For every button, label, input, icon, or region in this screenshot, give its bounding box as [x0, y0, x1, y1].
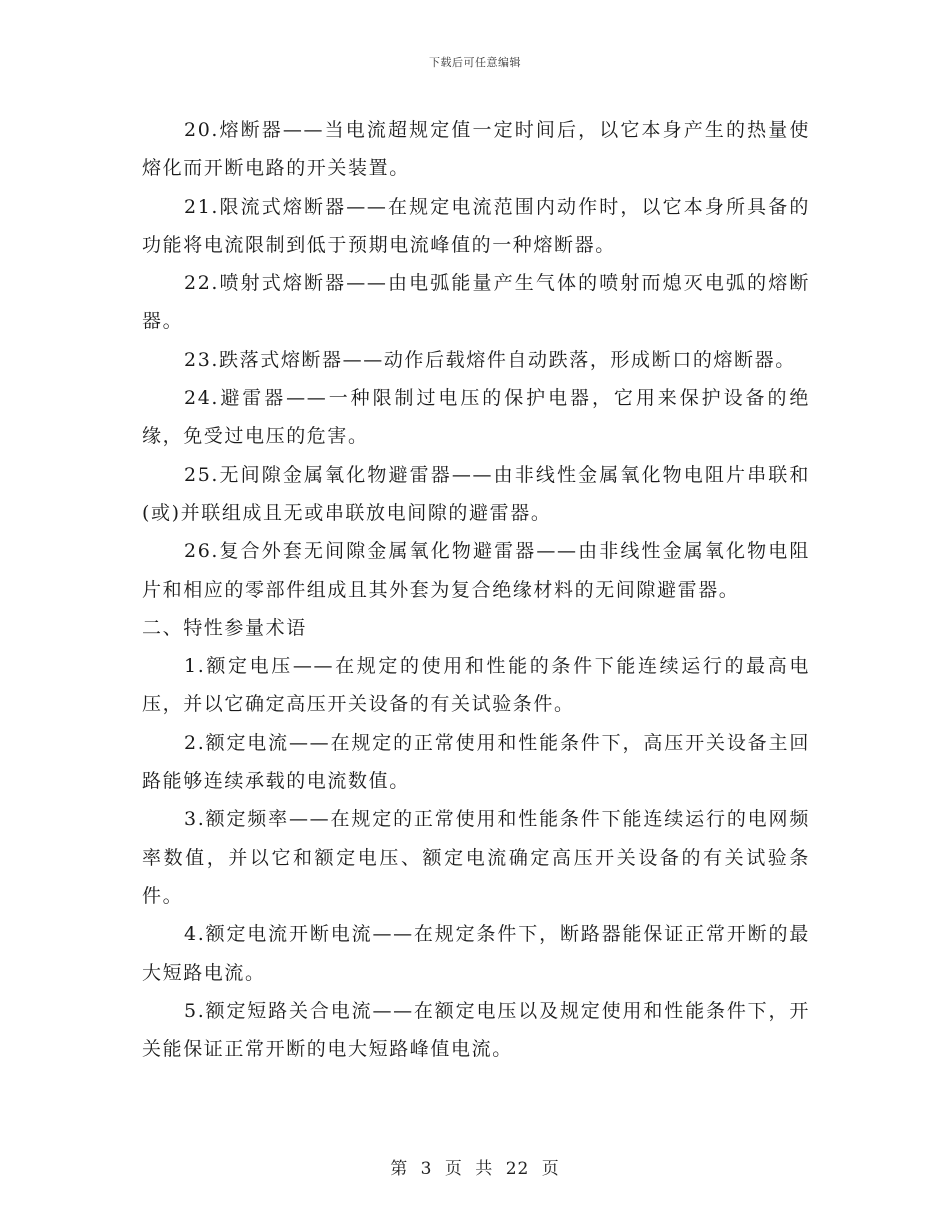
paragraph-fuse: 20.熔断器——当电流超规定值一定时间后，以它本身产生的热量使熔化而开断电路的开关装置。	[142, 119, 810, 180]
paragraph-expulsion-fuse: 22.喷射式熔断器——由电弧能量产生气体的喷射而熄灭电弧的熔断器。	[142, 272, 810, 333]
page-header: 下载后可任意编辑	[429, 56, 521, 69]
document-body	[142, 111, 810, 1068]
paragraph-composite-moa: 26.复合外套无间隙金属氧化物避雷器——由非线性金属氧化物电阻片和相应的零部件组成且其外套为复合绝缘材料的无间隙避雷器。	[142, 540, 810, 601]
paragraph-gapless-moa: 25.无间隙金属氧化物避雷器——由非线性金属氧化物电阻片串联和(或)并联组成且无或串联放电间隙的避雷器。	[142, 463, 810, 524]
term-rated-voltage: 1.额定电压——在规定的使用和性能的条件下能连续运行的最高电压，并以它确定高压开关设备的有关试验条件。	[142, 655, 810, 716]
term-rated-frequency: 3.额定频率——在规定的正常使用和性能条件下能连续运行的电网频率数值，并以它和额定电压、额定电流确定高压开关设备的有关试验条件。	[142, 808, 810, 907]
paragraph-surge-arrester: 24.避雷器——一种限制过电压的保护电器，它用来保护设备的绝缘，免受过电压的危害。	[142, 387, 810, 448]
term-rated-breaking-current: 4.额定电流开断电流——在规定条件下，断路器能保证正常开断的最大短路电流。	[142, 923, 810, 984]
section-heading: 二、特性参量术语	[142, 616, 307, 639]
paragraph-drop-out-fuse: 23.跌落式熔断器——动作后载熔件自动跌落，形成断口的熔断器。	[184, 348, 796, 371]
page-number-footer: 第 3 页 共 22 页	[390, 1159, 560, 1179]
paragraph-current-limiting-fuse: 21.限流式熔断器——在规定电流范围内动作时，以它本身所具备的功能将电流限制到低于预期电流峰值的一种熔断器。	[142, 195, 810, 256]
term-rated-current: 2.额定电流——在规定的正常使用和性能条件下，高压开关设备主回路能够连续承载的电流数值。	[142, 731, 810, 793]
term-rated-making-current: 5.额定短路关合电流——在额定电压以及规定使用和性能条件下，开关能保证正常开断的电大短路峰值电流。	[142, 999, 810, 1061]
